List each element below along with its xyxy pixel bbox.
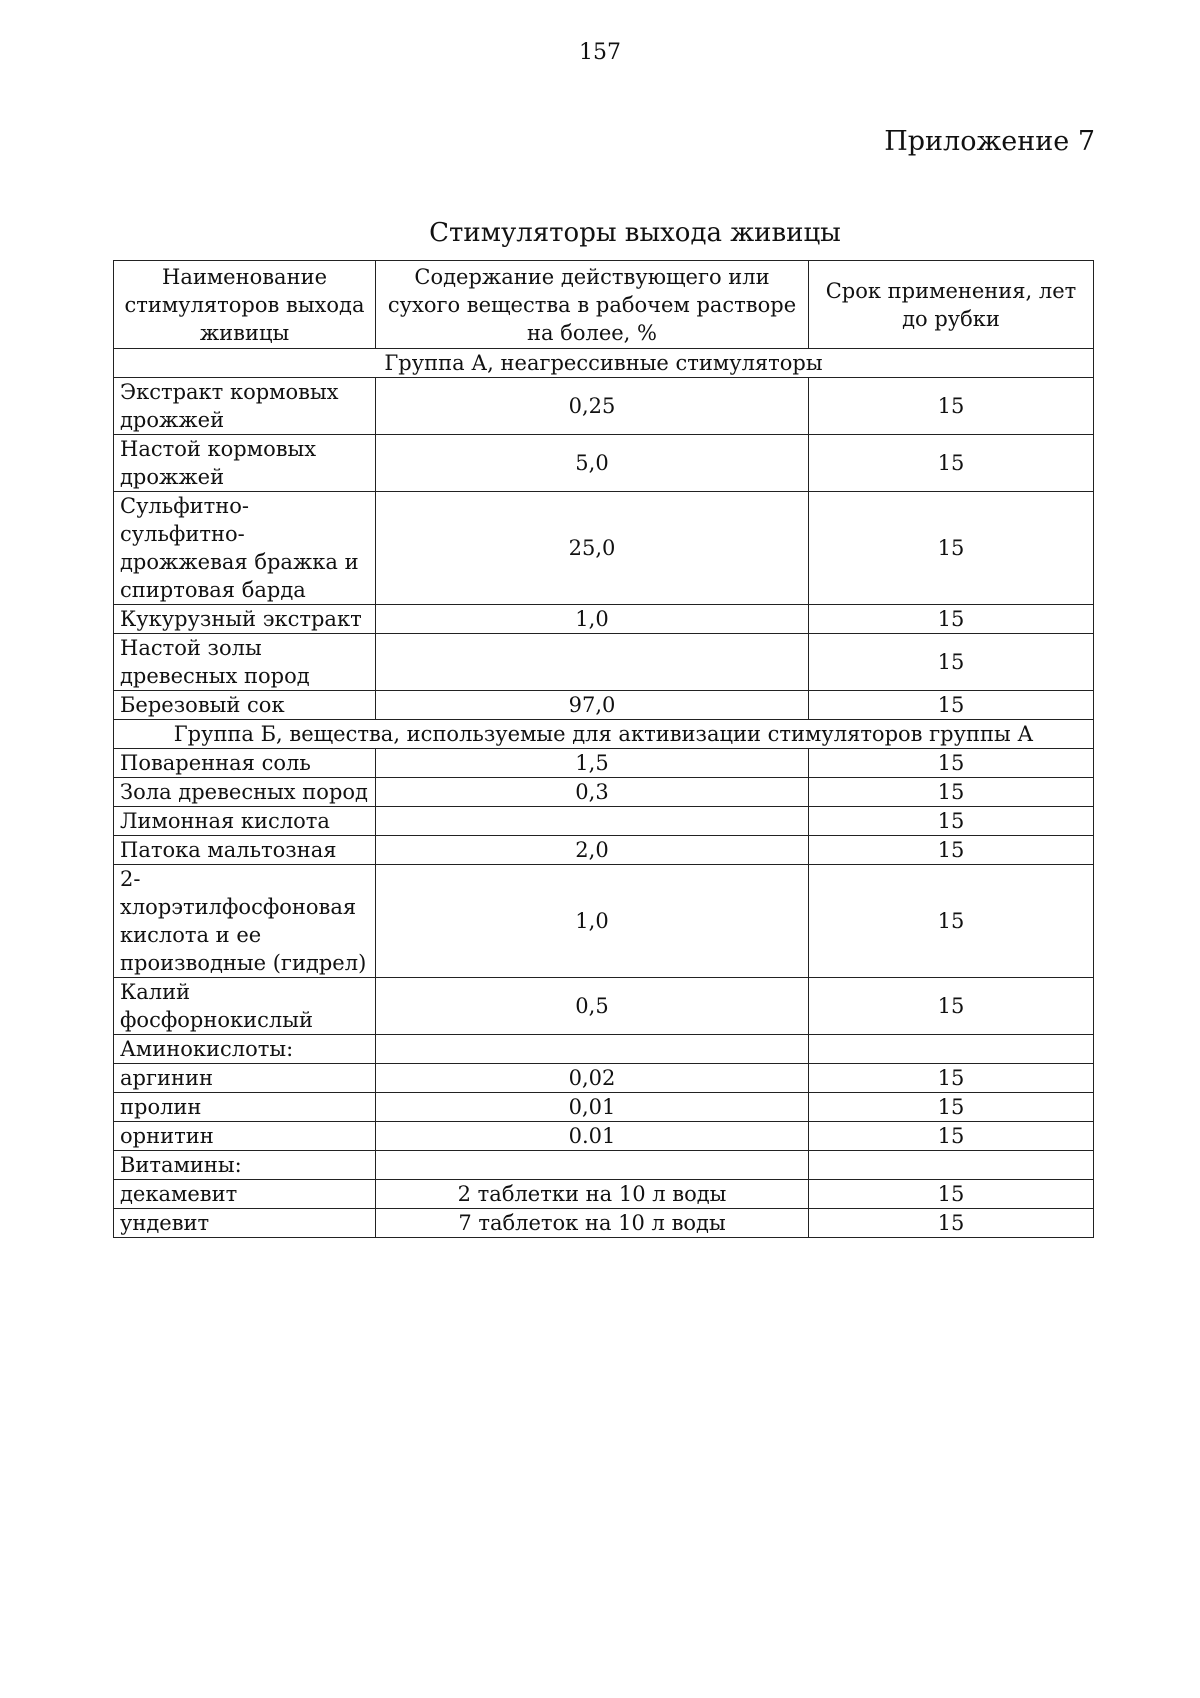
cell-name: Экстракт кормовых дрожжей [114, 378, 376, 435]
cell-term: 15 [809, 978, 1094, 1035]
table-row [114, 778, 1094, 807]
table-row [114, 605, 1094, 634]
table-row [114, 807, 1094, 836]
cell-content: 2 таблетки на 10 л воды [376, 1180, 809, 1209]
group-row [114, 720, 1094, 749]
cell-content: 2,0 [376, 836, 809, 865]
table-row [114, 1093, 1094, 1122]
cell-content: 5,0 [376, 435, 809, 492]
cell-name: декамевит [114, 1180, 376, 1209]
cell-content: 0,3 [376, 778, 809, 807]
table-row [114, 865, 1094, 978]
table-row [114, 1035, 1094, 1064]
cell-term: 15 [809, 1093, 1094, 1122]
header-content: Содержание действующего или сухого вещества в рабочем растворе на более, % [376, 261, 809, 349]
cell-name: аргинин [114, 1064, 376, 1093]
cell-term [809, 1035, 1094, 1064]
cell-term [809, 1151, 1094, 1180]
cell-content: 25,0 [376, 492, 809, 605]
cell-content: 0,02 [376, 1064, 809, 1093]
table-row [114, 634, 1094, 691]
table-row [114, 1209, 1094, 1238]
cell-content [376, 634, 809, 691]
cell-content: 1,0 [376, 865, 809, 978]
cell-term: 15 [809, 1122, 1094, 1151]
cell-term: 15 [809, 1180, 1094, 1209]
cell-name: Поваренная соль [114, 749, 376, 778]
cell-content: 1,5 [376, 749, 809, 778]
cell-term: 15 [809, 435, 1094, 492]
cell-content: 0,01 [376, 1093, 809, 1122]
appendix-label: Приложение 7 [884, 126, 1095, 157]
cell-name: пролин [114, 1093, 376, 1122]
cell-name: Кукурузный экстракт [114, 605, 376, 634]
cell-name: Березовый сок [114, 691, 376, 720]
header-term: Срок применения, лет до рубки [809, 261, 1094, 349]
cell-name: Патока мальтозная [114, 836, 376, 865]
cell-content [376, 1151, 809, 1180]
cell-content: 97,0 [376, 691, 809, 720]
cell-name: Зола древесных пород [114, 778, 376, 807]
header-name: Наименование стимуляторов выхода живицы [114, 261, 376, 349]
cell-name: ундевит [114, 1209, 376, 1238]
cell-term: 15 [809, 605, 1094, 634]
table-row [114, 492, 1094, 605]
stimulators-table [113, 260, 1094, 1238]
table-row [114, 435, 1094, 492]
table-row [114, 1151, 1094, 1180]
table-row [114, 691, 1094, 720]
cell-name: 2-хлорэтилфосфоновая кислота и ее производные (гидрел) [114, 865, 376, 978]
cell-term: 15 [809, 634, 1094, 691]
cell-term: 15 [809, 865, 1094, 978]
cell-term: 15 [809, 836, 1094, 865]
table-title: Стимуляторы выхода живицы [429, 218, 841, 248]
table-row [114, 1064, 1094, 1093]
cell-name: Аминокислоты: [114, 1035, 376, 1064]
cell-content [376, 807, 809, 836]
table-row [114, 1122, 1094, 1151]
cell-content: 0,5 [376, 978, 809, 1035]
cell-content: 7 таблеток на 10 л воды [376, 1209, 809, 1238]
table-row [114, 836, 1094, 865]
group-b-label: Группа Б, вещества, используемые для активизации стимуляторов группы А [114, 720, 1094, 749]
cell-term: 15 [809, 807, 1094, 836]
cell-name: Сульфитно-сульфитно-дрожжевая бражка и спиртовая барда [114, 492, 376, 605]
page-number: 157 [579, 40, 621, 65]
cell-name: орнитин [114, 1122, 376, 1151]
cell-content: 0,25 [376, 378, 809, 435]
cell-name: Настой кормовых дрожжей [114, 435, 376, 492]
table-row [114, 978, 1094, 1035]
cell-content [376, 1035, 809, 1064]
cell-term: 15 [809, 1064, 1094, 1093]
cell-term: 15 [809, 492, 1094, 605]
cell-name: Настой золы древесных пород [114, 634, 376, 691]
table-row [114, 749, 1094, 778]
cell-name: Калий фосфорнокислый [114, 978, 376, 1035]
cell-content: 1,0 [376, 605, 809, 634]
table-row [114, 378, 1094, 435]
cell-term: 15 [809, 749, 1094, 778]
cell-name: Лимонная кислота [114, 807, 376, 836]
cell-name: Витамины: [114, 1151, 376, 1180]
group-a-label: Группа А, неагрессивные стимуляторы [114, 349, 1094, 378]
cell-term: 15 [809, 691, 1094, 720]
table-row [114, 1180, 1094, 1209]
cell-term: 15 [809, 378, 1094, 435]
cell-content: 0.01 [376, 1122, 809, 1151]
group-row [114, 349, 1094, 378]
cell-term: 15 [809, 778, 1094, 807]
header-row [114, 261, 1094, 349]
cell-term: 15 [809, 1209, 1094, 1238]
